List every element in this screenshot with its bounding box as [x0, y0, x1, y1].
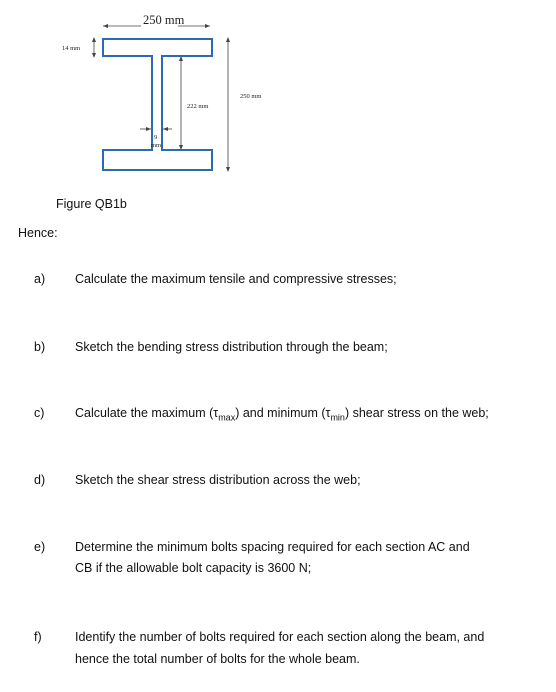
web-height-dimension: [179, 56, 183, 150]
question-a-text: Calculate the maximum tensile and compressive stresses;: [75, 272, 397, 286]
i-beam-figure: [0, 0, 556, 215]
question-b-label: b): [34, 340, 46, 354]
tau-min-subscript: min: [330, 412, 345, 423]
flange-thickness-label: 14 mm: [62, 45, 81, 52]
web-thickness-value: 9: [154, 134, 158, 141]
question-b-text: Sketch the bending stress distribution through the beam;: [75, 340, 388, 354]
total-height-dimension: [226, 37, 230, 172]
top-width-label: 250 mm: [143, 13, 185, 27]
question-c-text-mid: ) and minimum (τ: [235, 406, 331, 420]
web-thickness-dimension: [140, 127, 172, 131]
hence-label: Hence:: [18, 226, 58, 240]
question-f-label: f): [34, 630, 42, 644]
question-e-line1: Determine the minimum bolts spacing required for each section AC and: [75, 540, 470, 554]
question-c-text: [75, 403, 489, 429]
question-a-label: a): [34, 272, 46, 286]
question-c-text-after: ) shear stress on the web;: [344, 406, 489, 420]
question-f-line2: hence the total number of bolts for the whole beam.: [75, 652, 360, 666]
figure-caption: Figure QB1b: [56, 197, 127, 211]
tau-max-subscript: max: [218, 412, 236, 423]
web-height-label: 222 mm: [187, 103, 209, 110]
question-e-label: e): [34, 540, 46, 554]
question-d-label: d): [34, 473, 46, 487]
question-f-line1: Identify the number of bolts required for each section along the beam, and: [75, 630, 485, 644]
question-e-line2: CB if the allowable bolt capacity is 3600 N;: [75, 561, 312, 575]
question-c-label: c): [34, 406, 45, 420]
total-height-label: 250 mm: [240, 93, 262, 100]
web-thickness-unit: mm: [151, 142, 162, 149]
flange-thickness-dimension: [92, 37, 96, 58]
question-c-text-before: Calculate the maximum (τ: [75, 406, 219, 420]
question-d-text: Sketch the shear stress distribution across the web;: [75, 473, 361, 487]
